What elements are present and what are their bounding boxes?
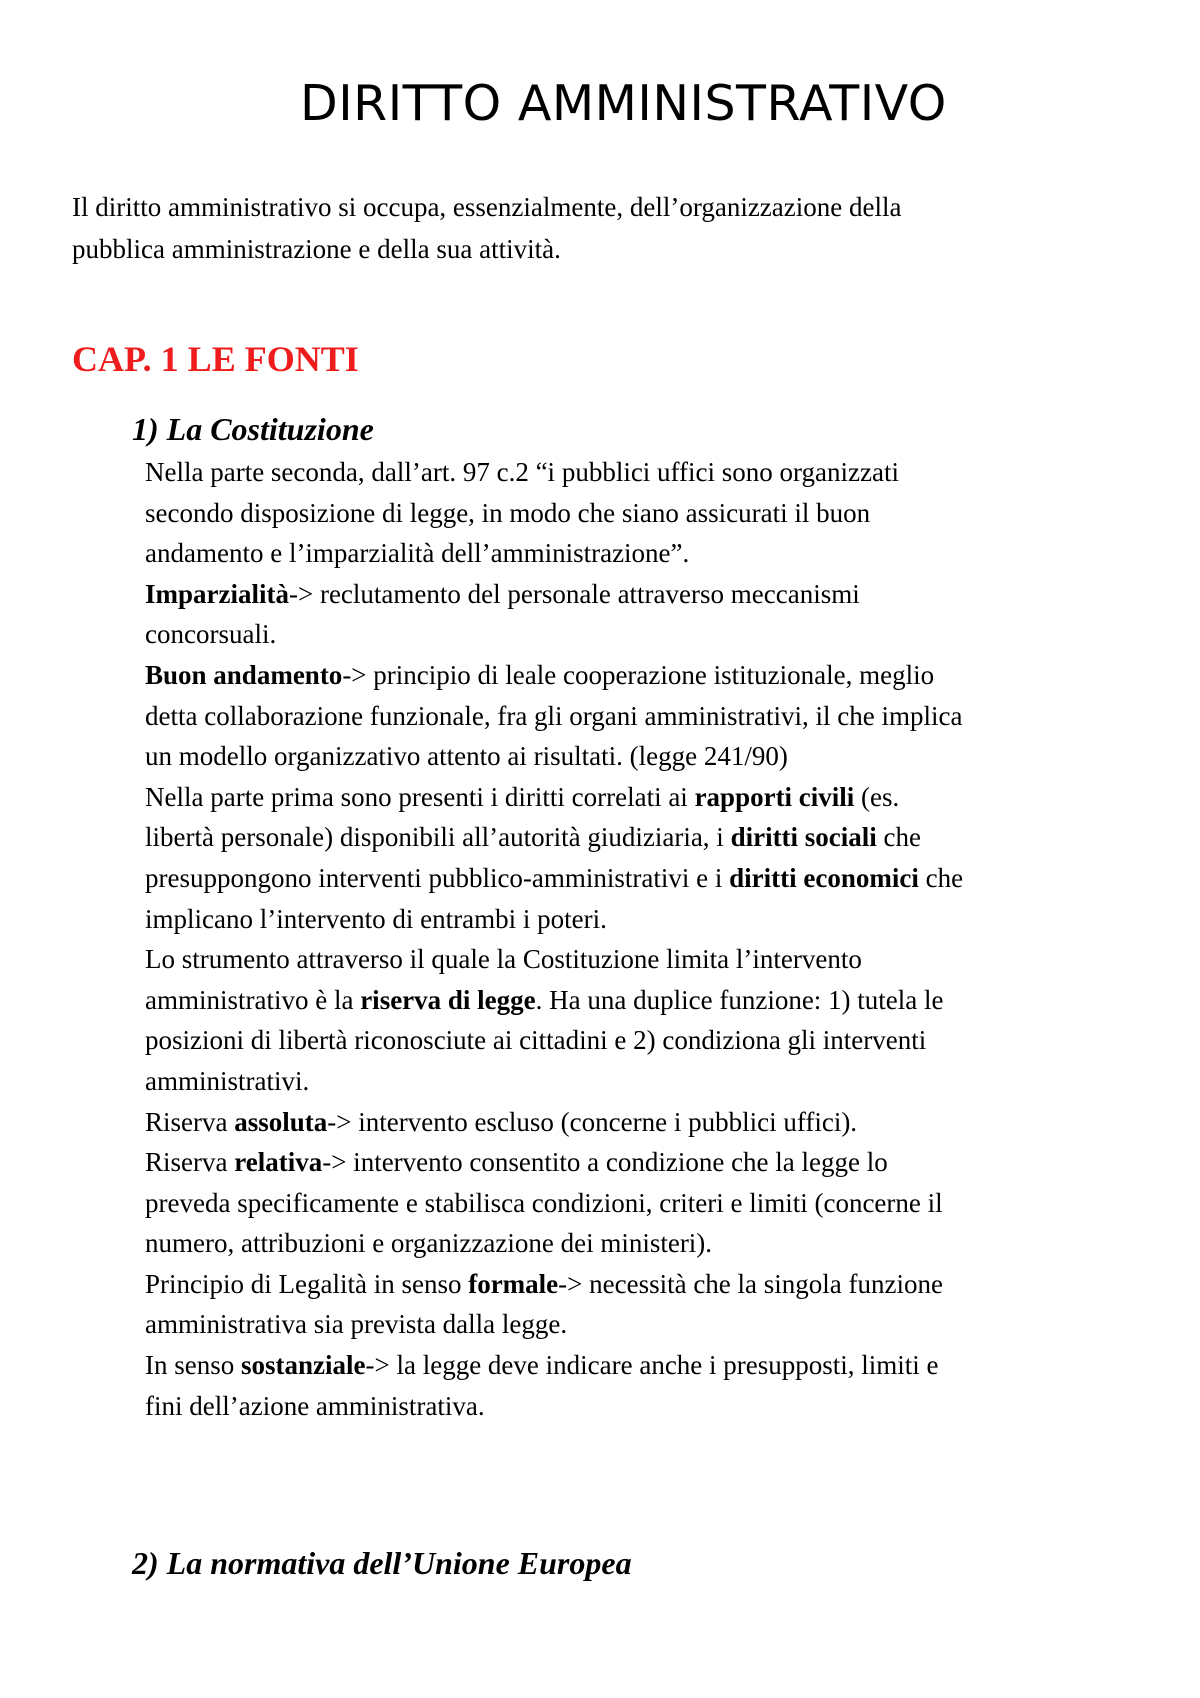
chapter-heading: CAP. 1 LE FONTI bbox=[72, 339, 359, 379]
text-run: preveda specificamente e stabilisca condizioni, criteri e limiti (concerne il bbox=[145, 1187, 943, 1218]
text-run: Riserva bbox=[145, 1106, 235, 1137]
text-run: libertà personale) disponibili all’autorità giudiziaria, i bbox=[145, 822, 731, 853]
body-line bbox=[145, 817, 1155, 858]
text-run: amministrativi. bbox=[145, 1065, 310, 1096]
text-run: -> la legge deve indicare anche i presupposti, limiti e bbox=[365, 1350, 939, 1381]
section-heading: 1) La Costituzione bbox=[132, 411, 374, 447]
bold-term: Buon andamento bbox=[145, 659, 343, 690]
body-line bbox=[145, 858, 1155, 899]
text-run: che bbox=[918, 862, 964, 893]
text-run: Riserva bbox=[145, 1147, 235, 1178]
text-run: -> intervento escluso (concerne i pubblici uffici). bbox=[327, 1106, 858, 1137]
body-line bbox=[145, 655, 1155, 696]
bold-term: diritti sociali bbox=[730, 822, 877, 853]
text-run: . Ha una duplice funzione: 1) tutela le bbox=[535, 984, 944, 1015]
text-run: posizioni di libertà riconosciute ai cittadini e 2) condiziona gli interventi bbox=[145, 1025, 927, 1056]
section-body bbox=[145, 452, 1155, 1426]
body-line bbox=[145, 980, 1155, 1021]
text-run: Lo strumento attraverso il quale la Costituzione limita l’intervento bbox=[145, 944, 862, 975]
text-run: -> necessità che la singola funzione bbox=[558, 1268, 943, 1299]
body-line bbox=[145, 1264, 1155, 1305]
body-line bbox=[145, 1020, 1155, 1061]
intro-line: pubblica amministrazione e della sua attività. bbox=[72, 234, 561, 264]
bold-term: relativa bbox=[234, 1147, 323, 1178]
bold-term: assoluta bbox=[234, 1106, 328, 1137]
text-run: Principio di Legalità in senso bbox=[145, 1268, 469, 1299]
body-line bbox=[145, 1386, 1155, 1427]
body-line bbox=[145, 614, 1155, 655]
intro-line: Il diritto amministrativo si occupa, essenzialmente, dell’organizzazione della bbox=[72, 192, 902, 222]
body-line bbox=[145, 1183, 1155, 1224]
text-run: Nella parte prima sono presenti i diritti correlati ai bbox=[145, 781, 695, 812]
text-run: -> intervento consentito a condizione che la legge lo bbox=[322, 1147, 888, 1178]
text-run: secondo disposizione di legge, in modo che siano assicurati il buon bbox=[145, 497, 871, 528]
section-heading: 2) La normativa dell’Unione Europea bbox=[132, 1545, 632, 1581]
body-line bbox=[145, 939, 1155, 980]
bold-term: rapporti civili bbox=[694, 781, 855, 812]
bold-term: formale bbox=[468, 1268, 559, 1299]
body-line bbox=[145, 1061, 1155, 1102]
bold-term: sostanziale bbox=[241, 1350, 366, 1381]
text-run: amministrativa sia prevista dalla legge. bbox=[145, 1309, 568, 1340]
text-run: un modello organizzativo attento ai risultati. (legge 241/90) bbox=[145, 741, 788, 772]
text-run: che bbox=[876, 822, 922, 853]
text-run: concorsuali. bbox=[145, 619, 277, 650]
text-run: -> reclutamento del personale attraverso meccanismi bbox=[288, 578, 860, 609]
text-run: amministrativo è la bbox=[145, 984, 361, 1015]
text-run: detta collaborazione funzionale, fra gli organi amministrativi, il che implica bbox=[145, 700, 963, 731]
text-run: In senso bbox=[145, 1350, 241, 1381]
text-run: fini dell’azione amministrativa. bbox=[145, 1390, 485, 1421]
body-line bbox=[145, 1223, 1155, 1264]
body-line bbox=[145, 452, 1155, 493]
body-line bbox=[145, 533, 1155, 574]
text-run: (es. bbox=[854, 781, 900, 812]
body-line bbox=[145, 493, 1155, 534]
text-run: andamento e l’imparzialità dell’amministrazione”. bbox=[145, 538, 690, 569]
body-line bbox=[145, 736, 1155, 777]
body-line bbox=[145, 777, 1155, 818]
intro-paragraph bbox=[72, 186, 1152, 270]
bold-term: diritti economici bbox=[729, 862, 919, 893]
text-run: Nella parte seconda, dall’art. 97 c.2 “i pubblici uffici sono organizzati bbox=[145, 457, 899, 487]
body-line bbox=[145, 1345, 1155, 1386]
text-run: -> principio di leale cooperazione istituzionale, meglio bbox=[342, 659, 935, 690]
body-line bbox=[145, 696, 1155, 737]
body-line bbox=[145, 899, 1155, 940]
text-run: implicano l’intervento di entrambi i poteri. bbox=[145, 903, 607, 934]
document-title: DIRITTO AMMINISTRATIVO bbox=[300, 75, 947, 132]
body-line bbox=[145, 1102, 1155, 1143]
body-line bbox=[145, 574, 1155, 615]
body-line bbox=[145, 1142, 1155, 1183]
body-line bbox=[145, 1304, 1155, 1345]
text-run: presuppongono interventi pubblico-amministrativi e i bbox=[145, 862, 730, 893]
text-run: numero, attribuzioni e organizzazione dei ministeri). bbox=[145, 1228, 713, 1259]
bold-term: riserva di legge bbox=[360, 984, 536, 1015]
bold-term: Imparzialità bbox=[145, 578, 289, 609]
